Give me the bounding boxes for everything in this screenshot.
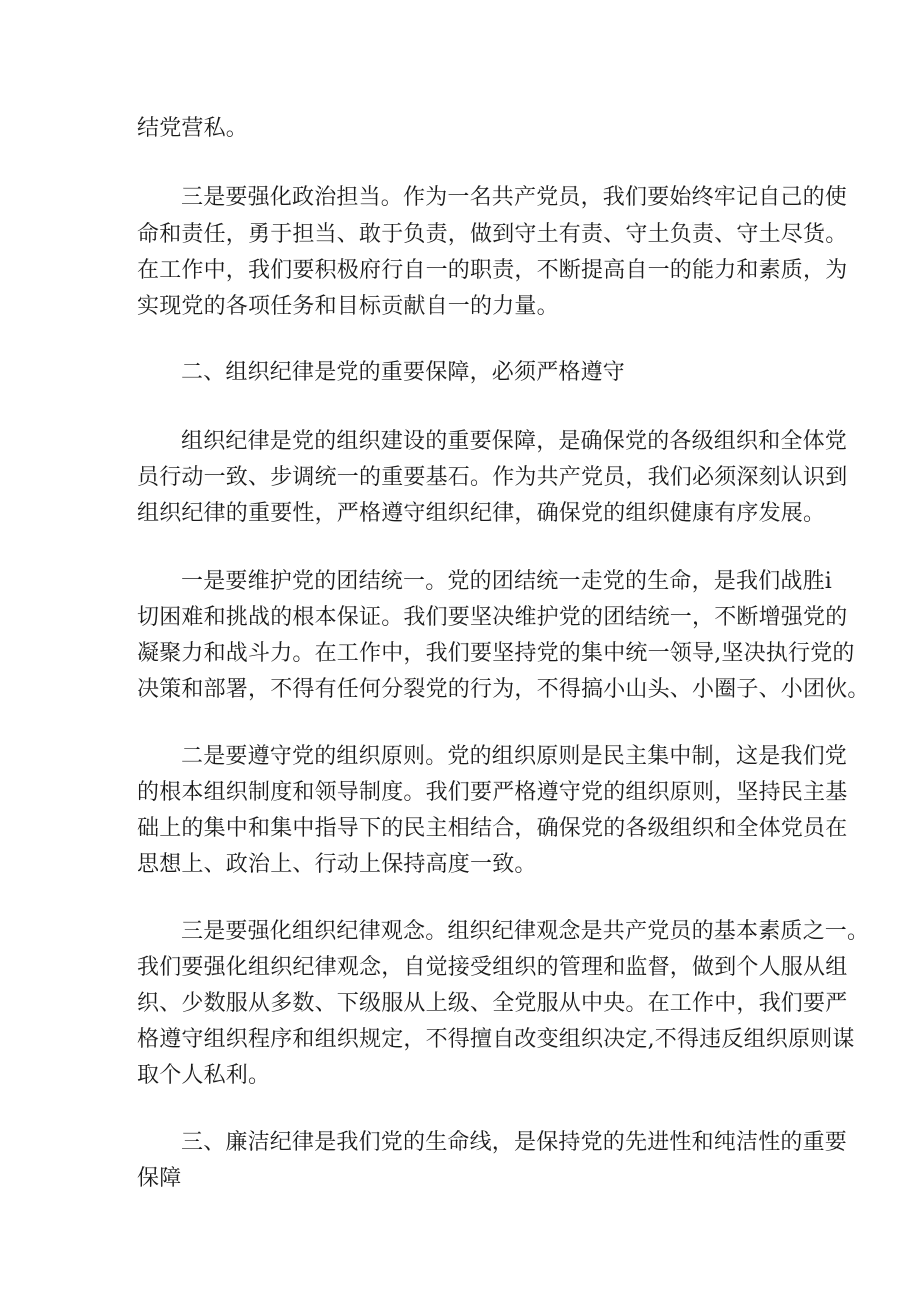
text-line-continuation: 结党营私。: [137, 116, 249, 141]
paragraph-party-unity-line-2: 切困难和挑战的根本保证。我们要坚决维护党的团结统一，不断增强党的: [137, 605, 848, 630]
paragraph-political-responsibility-line-3: 在工作中，我们要积极府行自一的职责，不断提高自一的能力和素质，为: [137, 258, 848, 283]
paragraph-party-unity-line-1: 一是要维护党的团结统一。党的团结统一走党的生命，是我们战胜i: [181, 569, 833, 594]
paragraph-organizational-discipline-line-1: 组织纪律是党的组织建设的重要保障，是确保党的各级组织和全体党: [181, 429, 848, 454]
paragraph-organizational-principles-line-4: 思想上、政治上、行动上保持高度一致。: [137, 852, 537, 877]
section-heading-integrity-discipline-line-1: 三、廉洁纪律是我们党的生命线，是保持党的先进性和纯洁性的重要: [181, 1130, 848, 1155]
paragraph-organizational-principles-line-2: 的根本组织制度和领导制度。我们要严格遵守党的组织原则，坚持民主基: [137, 780, 848, 805]
paragraph-discipline-concept-line-3: 织、少数服从多数、下级服从上级、全党服从中央。在工作中，我们要严: [137, 991, 848, 1016]
paragraph-discipline-concept-line-4: 格遵守组织程序和组织规定，不得擅自改变组织决定,不得违反组织原则谋: [137, 1027, 855, 1052]
paragraph-political-responsibility-line-4: 实现党的各项任务和目标贡献自一的力量。: [137, 294, 559, 319]
paragraph-party-unity-line-4: 决策和部署，不得有任何分裂党的行为，不得搞小山头、小圈子、小团伙。: [137, 677, 870, 702]
section-heading-organizational-discipline: 二、组织纪律是党的重要保障，必须严格遵守: [181, 360, 626, 385]
paragraph-organizational-discipline-line-2: 员行动一致、步调统一的重要基石。作为共产党员，我们必须深刻认识到: [137, 465, 848, 490]
paragraph-political-responsibility-line-2: 命和责任，勇于担当、敢于负责，做到守土有责、守土负责、守土尽货。: [137, 222, 848, 247]
paragraph-discipline-concept-line-2: 我们要强化组织纪律观念，自觉接受组织的管理和监督，做到个人服从组: [137, 955, 848, 980]
paragraph-discipline-concept-line-1: 三是要强化组织纪律观念。组织纪律观念是共产党员的基本素质之一。: [181, 919, 870, 944]
paragraph-organizational-principles-line-3: 础上的集中和集中指导下的民主相结合，确保党的各级组织和全体党员在: [137, 816, 848, 841]
paragraph-political-responsibility-line-1: 三是要强化政治担当。作为一名共产党员，我们要始终牢记自己的使: [181, 185, 848, 210]
section-heading-integrity-discipline-line-2: 保障: [137, 1166, 182, 1191]
paragraph-organizational-principles-line-1: 二是要遵守党的组织原则。党的组织原则是民主集中制，这是我们党: [181, 744, 848, 769]
paragraph-party-unity-line-3: 凝聚力和战斗力。在工作中，我们要坚持党的集中统一领导,坚决执行党的: [137, 641, 855, 666]
paragraph-organizational-discipline-line-3: 组织纪律的重要性，严格遵守组织纪律，确保党的组织健康有序发展。: [137, 501, 826, 526]
paragraph-discipline-concept-line-5: 取个人私利。: [137, 1063, 271, 1088]
